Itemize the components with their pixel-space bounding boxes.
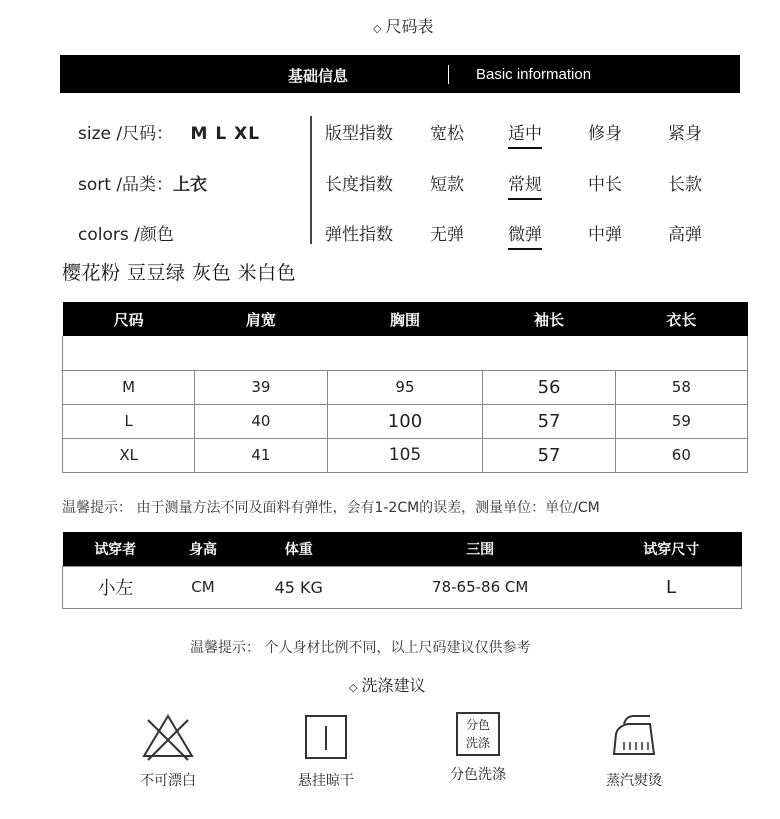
diamond-icon: ◇ (349, 681, 358, 694)
elastic-option-selected: 微弹 (508, 220, 542, 250)
table-row: XL 41 105 57 60 (63, 438, 748, 472)
table-row: L 40 100 57 59 (63, 404, 748, 438)
colors-info: colors /颜色 (78, 225, 174, 245)
fit-option: 修身 (588, 124, 622, 144)
fit-index-label: 版型指数 (325, 124, 393, 144)
table-row (63, 336, 748, 370)
elastic-option: 无弹 (430, 225, 464, 245)
model-table (62, 532, 742, 609)
basic-info-en: Basic information (476, 66, 592, 83)
size-table (62, 302, 748, 473)
care-steam-iron: 蒸汽熨烫 (574, 712, 694, 790)
wash-title: ◇ 洗涤建议 (349, 676, 426, 695)
fit-option-selected: 适中 (508, 119, 542, 149)
length-option: 长款 (668, 175, 702, 195)
sort-info: sort /品类：上衣 (78, 175, 208, 195)
care-separate-wash: 分色 洗涤 分色洗涤 (418, 712, 538, 784)
fit-option: 宽松 (430, 124, 464, 144)
elastic-option: 高弹 (668, 225, 702, 245)
table-row: M 39 95 56 58 (63, 370, 748, 404)
length-option: 短款 (430, 175, 464, 195)
header-sleeve: 袖长 (483, 302, 615, 336)
elastic-index-label: 弹性指数 (325, 225, 393, 245)
basic-info-cn: 基础信息 (288, 67, 349, 85)
care-hang-dry: 悬挂晾干 (266, 712, 386, 790)
table-row: 小左 CM 45 KG 78-65-86 CM L (63, 566, 742, 608)
header-size: 尺码 (63, 302, 195, 336)
fit-option: 紧身 (668, 124, 702, 144)
header-chest: 胸围 (327, 302, 483, 336)
model-table-header: 试穿者 身高 体重 三围 试穿尺寸 (63, 532, 742, 566)
size-table-header (63, 302, 748, 336)
info-divider (310, 116, 312, 244)
hang-dry-icon (298, 712, 354, 762)
basic-info-bar (60, 55, 740, 93)
body-ratio-note: 温馨提示： 个人身材比例不同，以上尺码建议仅供参考 (190, 640, 531, 656)
length-index-label: 长度指数 (325, 175, 393, 195)
no-bleach-icon (140, 712, 196, 762)
header-length: 衣长 (615, 302, 747, 336)
size-info: size /尺码： M L XL (78, 124, 261, 144)
diamond-icon: ◇ (373, 22, 382, 35)
care-no-bleach: 不可漂白 (108, 712, 228, 790)
separate-wash-icon: 分色 洗涤 (456, 712, 500, 756)
measurement-note: 温馨提示： 由于测量方法不同及面料有弹性，会有1-2CM的误差，测量单位：单位/CM (62, 500, 600, 516)
color-list: 樱花粉 豆豆绿 灰色 米白色 (62, 262, 297, 284)
steam-iron-icon (604, 712, 664, 762)
header-shoulder: 肩宽 (195, 302, 327, 336)
length-option-selected: 常规 (508, 170, 542, 200)
elastic-option: 中弹 (588, 225, 622, 245)
length-option: 中长 (588, 175, 622, 195)
bar-divider (448, 65, 449, 84)
size-chart-title: ◇ 尺码表 (373, 17, 434, 36)
